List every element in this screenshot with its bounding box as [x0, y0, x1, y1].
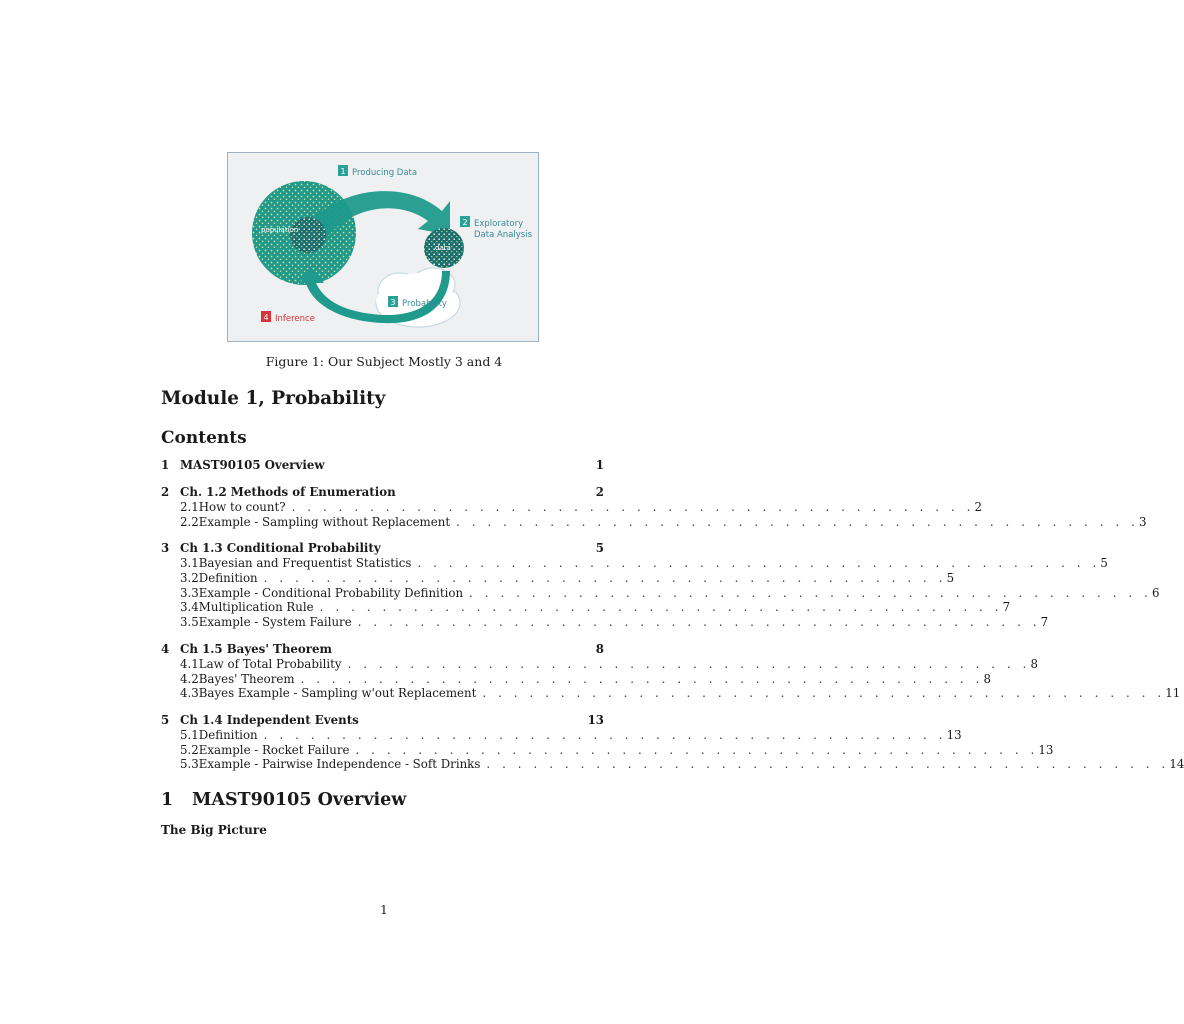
- toc-subsection-page: 11: [1165, 686, 1181, 701]
- toc-section-page: 5: [595, 541, 604, 556]
- toc-subsection-page: 5: [946, 571, 955, 586]
- toc-section-page: 2: [595, 485, 604, 499]
- toc-subsection-page: 2: [974, 500, 983, 514]
- toc-subsection-title: Bayes' Theorem: [198, 671, 295, 686]
- exploratory-label-2: Data Analysis: [474, 230, 533, 240]
- toc-section-1[interactable]: [161, 458, 604, 473]
- toc-subsection-3.3[interactable]: [161, 585, 1160, 601]
- toc-subsection-number: 5.3: [180, 757, 199, 772]
- section-heading: [161, 790, 406, 810]
- toc-subsection-3.2[interactable]: [161, 571, 955, 586]
- toc-subsection-page: 13: [946, 727, 962, 742]
- contents-title: Contents: [161, 428, 247, 448]
- toc-section-title: MAST90105 Overview: [180, 458, 325, 472]
- toc-subsection-number: 5.2: [180, 742, 199, 757]
- toc-leader-dots: . . . . . . . . . . . . . . . . . . . . . . . . . . . . . . . . . . . . . . . . . . . .: [417, 556, 1101, 571]
- toc-subsection-title: Example - Sampling without Replacement: [198, 514, 451, 529]
- toc-leader-dots: . . . . . . . . . . . . . . . . . . . . . . . . . . . . . . . . . . . . . . . . . . . .: [469, 585, 1152, 600]
- inference-label: Inference: [275, 314, 315, 324]
- toc-leader-dots: . . . . . . . . . . . . . . . . . . . . . . . . . . . . . . . . . . . . . . . . . . . .: [357, 615, 1041, 630]
- big-picture-figure: [227, 152, 539, 342]
- exploratory-label-1: Exploratory: [474, 219, 524, 229]
- toc-subsection-number: 3.3: [180, 585, 199, 600]
- toc-subsection-title: How to count?: [198, 500, 286, 514]
- toc-subsection-title: Definition: [198, 571, 258, 586]
- toc-section-title: Ch. 1.2 Methods of Enumeration: [180, 485, 396, 499]
- toc-subsection-title: Example - Conditional Probability Definition: [198, 585, 464, 600]
- toc-subsection-number: 3.4: [180, 600, 199, 615]
- svg-text:4: 4: [263, 313, 269, 322]
- toc-subsection-title: Bayesian and Frequentist Statistics: [198, 556, 412, 571]
- toc-subsection-number: 5.1: [180, 727, 199, 742]
- figure-caption: Figure 1: Our Subject Mostly 3 and 4: [265, 354, 503, 369]
- toc-subsection-4.3[interactable]: [161, 686, 1181, 701]
- toc-subsection-title: Example - Rocket Failure: [198, 742, 350, 757]
- svg-text:1: 1: [340, 167, 346, 176]
- toc-subsection-4.1[interactable]: [161, 656, 1039, 672]
- toc-subsection-2.1[interactable]: [161, 500, 983, 515]
- toc-subsection-page: 7: [1040, 615, 1049, 630]
- probability-label: Probability: [402, 299, 447, 309]
- toc-subsection-3.1[interactable]: [161, 556, 1108, 571]
- toc-leader-dots: . . . . . . . . . . . . . . . . . . . . . . . . . . . . . . . . . . . . . . . . . . . .: [263, 571, 947, 586]
- toc-section-page: 1: [595, 458, 604, 472]
- svg-text:2: 2: [462, 218, 468, 227]
- page-number: 1: [380, 903, 388, 917]
- toc-subsection-title: Law of Total Probability: [198, 656, 342, 671]
- module-title: Module 1, Probability: [161, 388, 386, 409]
- toc-section-title: Ch 1.4 Independent Events: [180, 712, 359, 727]
- table-of-contents: [161, 458, 1184, 772]
- toc-section-4[interactable]: [161, 642, 604, 657]
- toc-section-number: 4: [161, 641, 170, 656]
- toc-subsection-page: 8: [983, 671, 991, 686]
- toc-subsection-page: 14: [1169, 757, 1184, 772]
- toc-subsection-number: 4.2: [180, 671, 199, 686]
- section-number: 1: [161, 790, 174, 810]
- toc-leader-dots: . . . . . . . . . . . . . . . . . . . . . . . . . . . . . . . . . . . . . . . . . . . .: [291, 500, 975, 514]
- toc-section-number: 2: [161, 485, 170, 499]
- producing-data-label: Producing Data: [352, 168, 418, 178]
- toc-subsection-number: 2.2: [180, 514, 199, 529]
- toc-subsection-5.1[interactable]: [161, 727, 962, 743]
- toc-subsection-page: 8: [1030, 656, 1039, 671]
- toc-section-page: 8: [595, 641, 604, 656]
- toc-subsection-number: 4.1: [180, 656, 199, 671]
- toc-section-title: Ch 1.3 Conditional Probability: [180, 541, 381, 556]
- toc-leader-dots: . . . . . . . . . . . . . . . . . . . . . . . . . . . . . . . . . . . . . . . . . . . .: [300, 671, 984, 686]
- toc-section-number: 5: [161, 712, 170, 727]
- paragraph-heading: The Big Picture: [161, 823, 267, 837]
- toc-subsection-title: Bayes Example - Sampling w'out Replacement: [198, 686, 477, 701]
- toc-subsection-title: Example - Pairwise Independence - Soft Drinks: [198, 757, 481, 772]
- toc-subsection-page: 7: [1002, 600, 1011, 615]
- toc-subsection-title: Multiplication Rule: [198, 600, 314, 615]
- section-title: MAST90105 Overview: [192, 790, 407, 810]
- toc-section-3[interactable]: [161, 541, 604, 556]
- toc-leader-dots: . . . . . . . . . . . . . . . . . . . . . . . . . . . . . . . . . . . . . . . . . . . .: [482, 686, 1166, 701]
- toc-subsection-title: Definition: [198, 727, 258, 742]
- toc-subsection-number: 3.2: [180, 571, 199, 586]
- svg-text:3: 3: [390, 298, 396, 307]
- population-label: population: [261, 226, 299, 234]
- toc-subsection-page: 13: [1038, 742, 1054, 757]
- toc-subsection-page: 5: [1100, 556, 1108, 571]
- toc-subsection-5.3[interactable]: [161, 757, 1184, 772]
- toc-subsection-5.2[interactable]: [161, 742, 1054, 758]
- toc-leader-dots: . . . . . . . . . . . . . . . . . . . . . . . . . . . . . . . . . . . . . . . . . . . .: [263, 727, 947, 742]
- toc-subsection-3.5[interactable]: [161, 615, 1049, 630]
- toc-leader-dots: . . . . . . . . . . . . . . . . . . . . . . . . . . . . . . . . . . . . . . . . . . . .: [486, 757, 1170, 772]
- toc-section-number: 3: [161, 541, 170, 556]
- toc-section-5[interactable]: [161, 713, 604, 728]
- toc-leader-dots: . . . . . . . . . . . . . . . . . . . . . . . . . . . . . . . . . . . . . . . . . . . .: [319, 600, 1003, 615]
- toc-leader-dots: . . . . . . . . . . . . . . . . . . . . . . . . . . . . . . . . . . . . . . . . . . . .: [347, 656, 1031, 671]
- toc-subsection-2.2[interactable]: [161, 514, 1147, 530]
- data-label: data: [435, 244, 451, 252]
- toc-section-number: 1: [161, 458, 170, 472]
- toc-leader-dots: . . . . . . . . . . . . . . . . . . . . . . . . . . . . . . . . . . . . . . . . . . . .: [355, 742, 1039, 757]
- toc-section-page: 13: [587, 712, 604, 727]
- toc-subsection-number: 3.1: [180, 556, 199, 571]
- toc-subsection-page: 6: [1152, 585, 1160, 600]
- toc-subsection-title: Example - System Failure: [198, 615, 352, 630]
- toc-subsection-page: 3: [1139, 514, 1147, 529]
- toc-subsection-3.4[interactable]: [161, 600, 1011, 615]
- toc-subsection-number: 4.3: [180, 686, 199, 701]
- toc-subsection-4.2[interactable]: [161, 671, 991, 687]
- toc-leader-dots: . . . . . . . . . . . . . . . . . . . . . . . . . . . . . . . . . . . . . . . . . . . .: [456, 514, 1140, 529]
- toc-section-2[interactable]: [161, 485, 604, 500]
- toc-subsection-number: 2.1: [180, 500, 199, 514]
- toc-subsection-number: 3.5: [180, 615, 199, 630]
- toc-section-title: Ch 1.5 Bayes' Theorem: [180, 641, 332, 656]
